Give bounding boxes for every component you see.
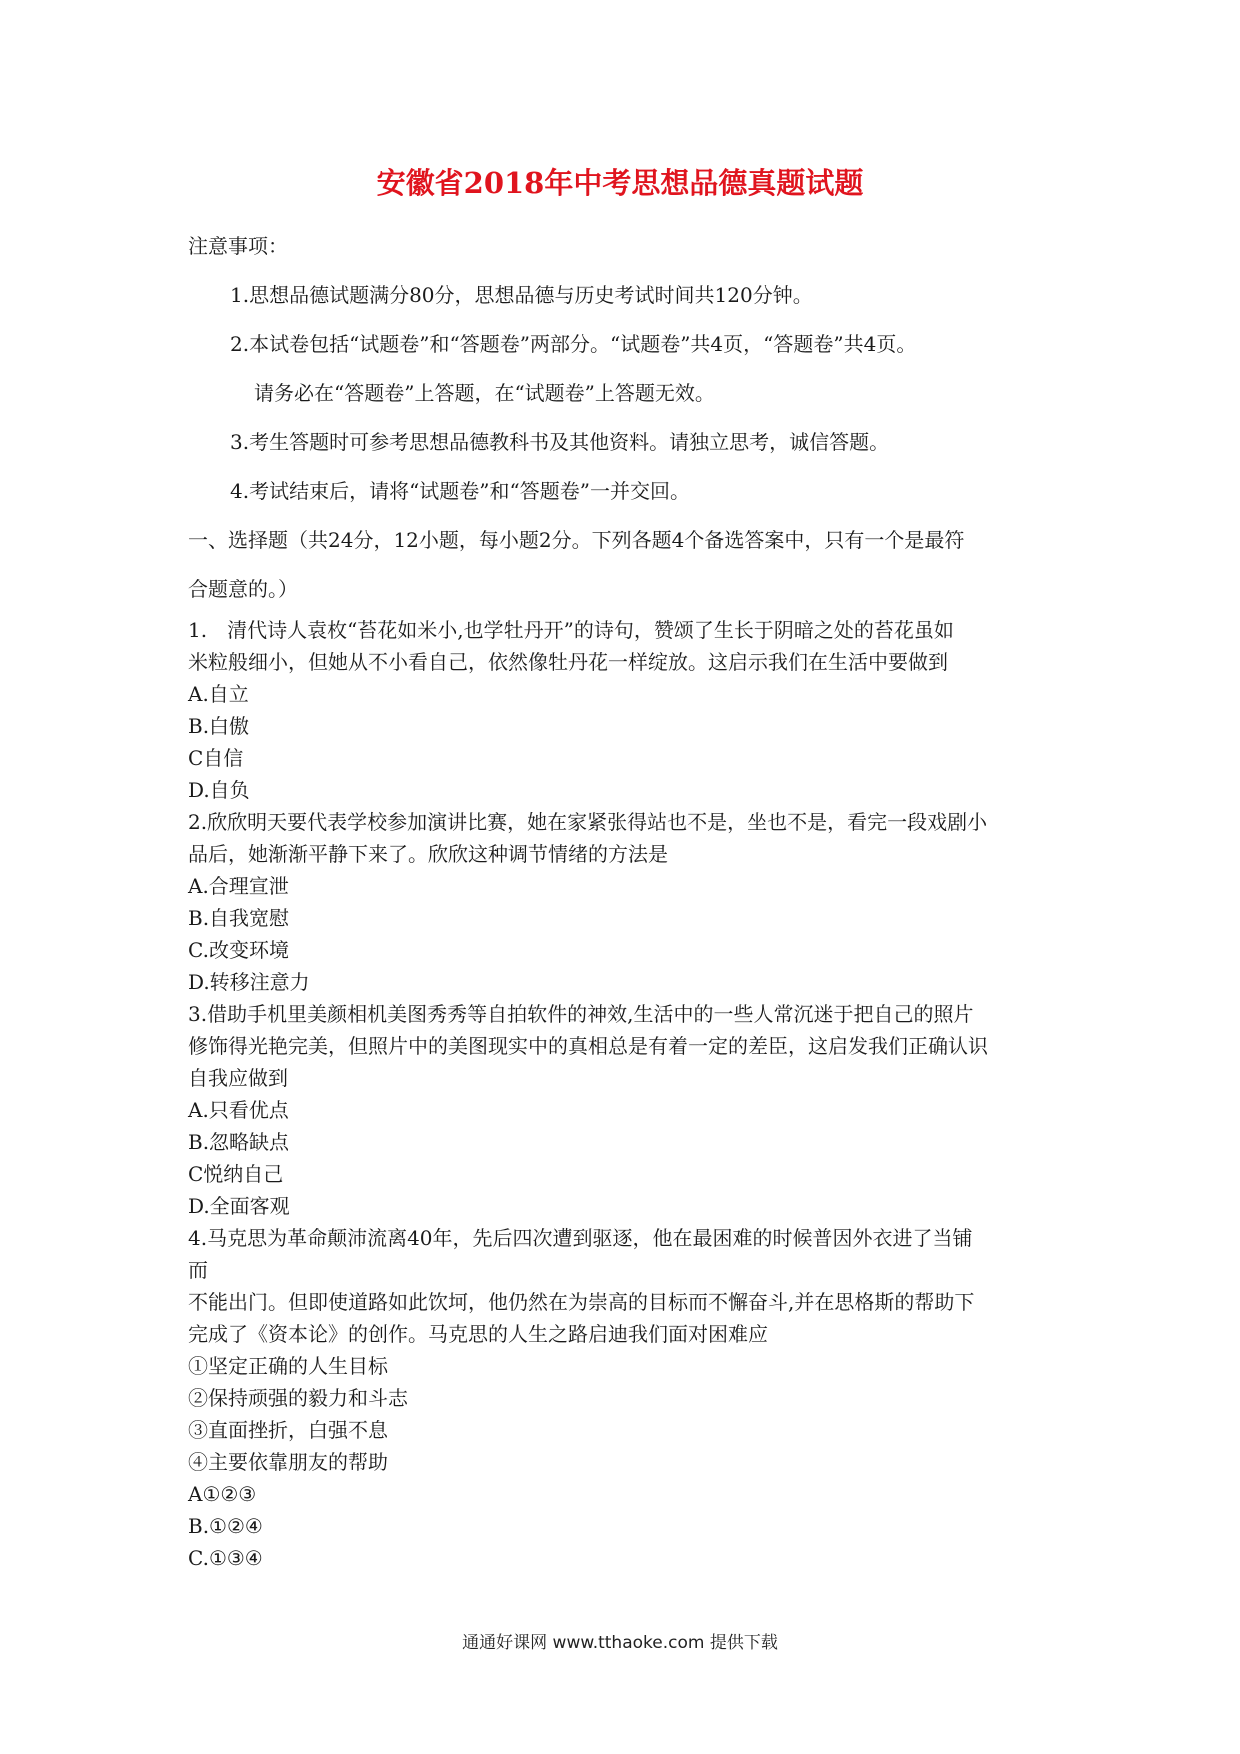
question-stem-line: 2.欣欣明天要代表学校参加演讲比赛，她在家紧张得站也不是，坐也不是，看完一段戏剧小 [188, 810, 988, 834]
section-heading-continuation: 合题意的。） [188, 577, 298, 601]
statement-item: ②保持顽强的毅力和斗志 [188, 1386, 408, 1410]
question-stem-line: 完成了《资本论》的创作。马克思的人生之路启迪我们面对困难应 [188, 1322, 768, 1346]
answer-option: C.改变环境 [188, 938, 289, 962]
question-stem-line: 自我应做到 [188, 1066, 288, 1090]
notice-item: 2.本试卷包括“试题卷”和“答题卷”两部分。“试题卷”共4页，“答题卷”共4页。 [230, 332, 917, 356]
document-body [188, 222, 1058, 1574]
answer-option: A.合理宣泄 [188, 874, 289, 898]
section-heading: 一、选择题（共24分，12小题，每小题2分。下列各题4个备选答案中，只有一个是最符 [188, 528, 965, 552]
notice-heading: 注意事项： [188, 234, 288, 258]
question-3 [188, 998, 1058, 1222]
question-1 [188, 614, 1058, 806]
answer-option: B.白傲 [188, 714, 250, 738]
notice-item: 4.考试结束后，请将“试题卷”和“答题卷”一并交回。 [230, 479, 690, 503]
question-stem-line: 而 [188, 1258, 208, 1282]
statement-item: ①坚定正确的人生目标 [188, 1354, 388, 1378]
answer-option: A①②③ [188, 1482, 257, 1506]
statement-item: ③直面挫折，白强不息 [188, 1418, 388, 1442]
answer-option: B.①②④ [188, 1514, 263, 1538]
footer-source: 通通好课网 www.tthaoke.com 提供下载 [462, 1633, 778, 1653]
answer-option: C.①③④ [188, 1546, 263, 1570]
question-4 [188, 1222, 1058, 1574]
question-stem-line: 米粒般细小，但她从不小看自己，依然像牡丹花一样绽放。这启示我们在生活中要做到 [188, 650, 948, 674]
notice-item-continuation: 请务必在“答题卷”上答题，在“试题卷”上答题无效。 [254, 381, 715, 405]
question-stem-line: 4.马克思为革命颠沛流离40年，先后四次遭到驱逐，他在最困难的时候普因外衣进了当铺 [188, 1226, 973, 1250]
answer-option: C悦纳自己 [188, 1162, 284, 1186]
answer-option: D.转移注意力 [188, 970, 310, 994]
answer-option: A.自立 [188, 682, 249, 706]
notice-item: 1.思想品德试题满分80分，思想品德与历史考试时间共120分钟。 [230, 283, 813, 307]
notice-item: 3.考生答题时可参考思想品德教科书及其他资料。请独立思考，诚信答题。 [230, 430, 890, 454]
answer-option: B.自我宽慰 [188, 906, 290, 930]
question-stem-line: 3.借助手机里美颜相机美图秀秀等自拍软件的神效,生活中的一些人常沉迷于把自己的照片 [188, 1002, 974, 1026]
question-2 [188, 806, 1058, 998]
answer-option: C自信 [188, 746, 244, 770]
question-stem-line: 品后，她渐渐平静下来了。欣欣这种调节情绪的方法是 [188, 842, 668, 866]
question-stem-line: 修饰得光艳完美，但照片中的美图现实中的真相总是有着一定的差臣，这启发我们正确认识 [188, 1034, 988, 1058]
answer-option: B.忽略缺点 [188, 1130, 290, 1154]
answer-option: D.自负 [188, 778, 250, 802]
statement-item: ④主要依靠朋友的帮助 [188, 1450, 388, 1474]
answer-option: A.只看优点 [188, 1098, 289, 1122]
page-title: 安徽省2018年中考思想品德真题试题 [376, 166, 864, 200]
answer-option: D.全面客观 [188, 1194, 290, 1218]
question-stem-line: 不能出门。但即使道路如此饮坷，他仍然在为崇高的目标而不懈奋斗,并在思格斯的帮助下 [188, 1290, 975, 1314]
question-stem-line: 1. 清代诗人袁枚“苔花如米小,也学牡丹开”的诗句，赞颂了生长于阴暗之处的苔花虽如 [188, 618, 954, 642]
